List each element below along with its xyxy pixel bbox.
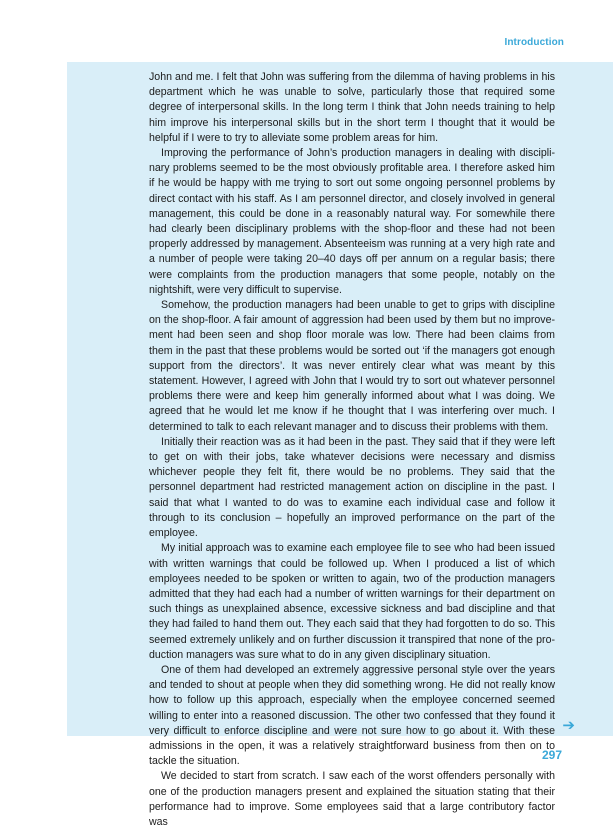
paragraph: Improving the performance of John’s production managers in dealing with disciplinary problems seemed to be the most obviously profitable area. I therefore asked him if he would be happy with me trying to sort out some ongoing personnel problems by direct contact with his staff. As I am personnel director, and closely involved in general management, this could be done in a reasonably natural way. For somewhile there had clearly been disciplinary problems with the shop-floor and these had not been properly addressed by management. Absenteeism was running at a very high rate and a number of people were taking 20–40 days off per annum on a regular basis; there were complaints from the production managers that some people, notably on the nightshift, were very difficult to supervise. — [149, 147, 555, 296]
paragraph: We decided to start from scratch. I saw each of the worst offenders personally with one of the production managers present and explained the situation stating that their performance had to improve. Some employees said that a large contributory factor was — [149, 770, 555, 828]
section-title: Introduction — [504, 37, 564, 48]
paragraph: Somehow, the production managers had been unable to get to grips with discipline on the shop-floor. A fair amount of aggression had been used by them but no improvement had been seen and shop floor morale was low. There had been claims from them in the past that these problems would be sorted out ‘if the managers got enough support from the directors’. It was never entirely clear what was meant by this statement. However, I agreed with John that I would try to sort out whatever personnel problems there were and keep him generally informed about what I was doing. We agreed that he would let me know if he thought that I was interfering over much. I determined to talk to each relevant manager and to discuss their problems with them. — [149, 299, 555, 433]
paragraph: My initial approach was to examine each employee file to see who had been issued with written warnings that could be followed up. When I produced a list of which employees needed to be spoken or written to again, two of the production managers admitted that they had each had a number of written warnings for their department on such things as unexplained absence, excessive sickness and bad discipline and that they had failed to hand them out. They each said that they had forgotten to do so. This seemed extremely unlikely and on further discussion it transpired that none of the production managers was sure what to do in any given disciplinary situation. — [149, 542, 555, 661]
paragraph: One of them had developed an extremely aggressive personal style over the years and tended to shout at people when they did something wrong. He did not really know how to follow up this approach, especially when the employee concerned seemed willing to enter into a reasoned discussion. The other two confessed that they found it very difficult to enforce discipline and were not sure how to go about it. With these admissions in the open, it was a relatively straightforward business from then on to tackle the situation. — [149, 663, 555, 768]
continue-arrow-icon: ➔ — [562, 717, 575, 734]
body-text — [149, 70, 555, 830]
paragraph: John and me. I felt that John was suffering from the dilemma of having problems in his department which he was unable to solve, particularly those that required some degree of interpersonal skills. In the long term I think that John needs training to help him improve his interpersonal skills but in the short term I thought that it would be helpful if I were to try to alleviate some problem areas for him. — [149, 71, 555, 144]
paragraph: Initially their reaction was as it had been in the past. They said that if they were left to get on with their jobs, take whatever decisions were necessary and dismiss whichever people they felt fit, there would be no problems. They said that the personnel department had restricted management action on discipline in the past. I said that what I wanted to do was to examine each individual case and follow it through to its conclusion – hopefully an improved performance on the part of the employee. — [149, 435, 555, 540]
page-number: 297 — [541, 748, 562, 762]
